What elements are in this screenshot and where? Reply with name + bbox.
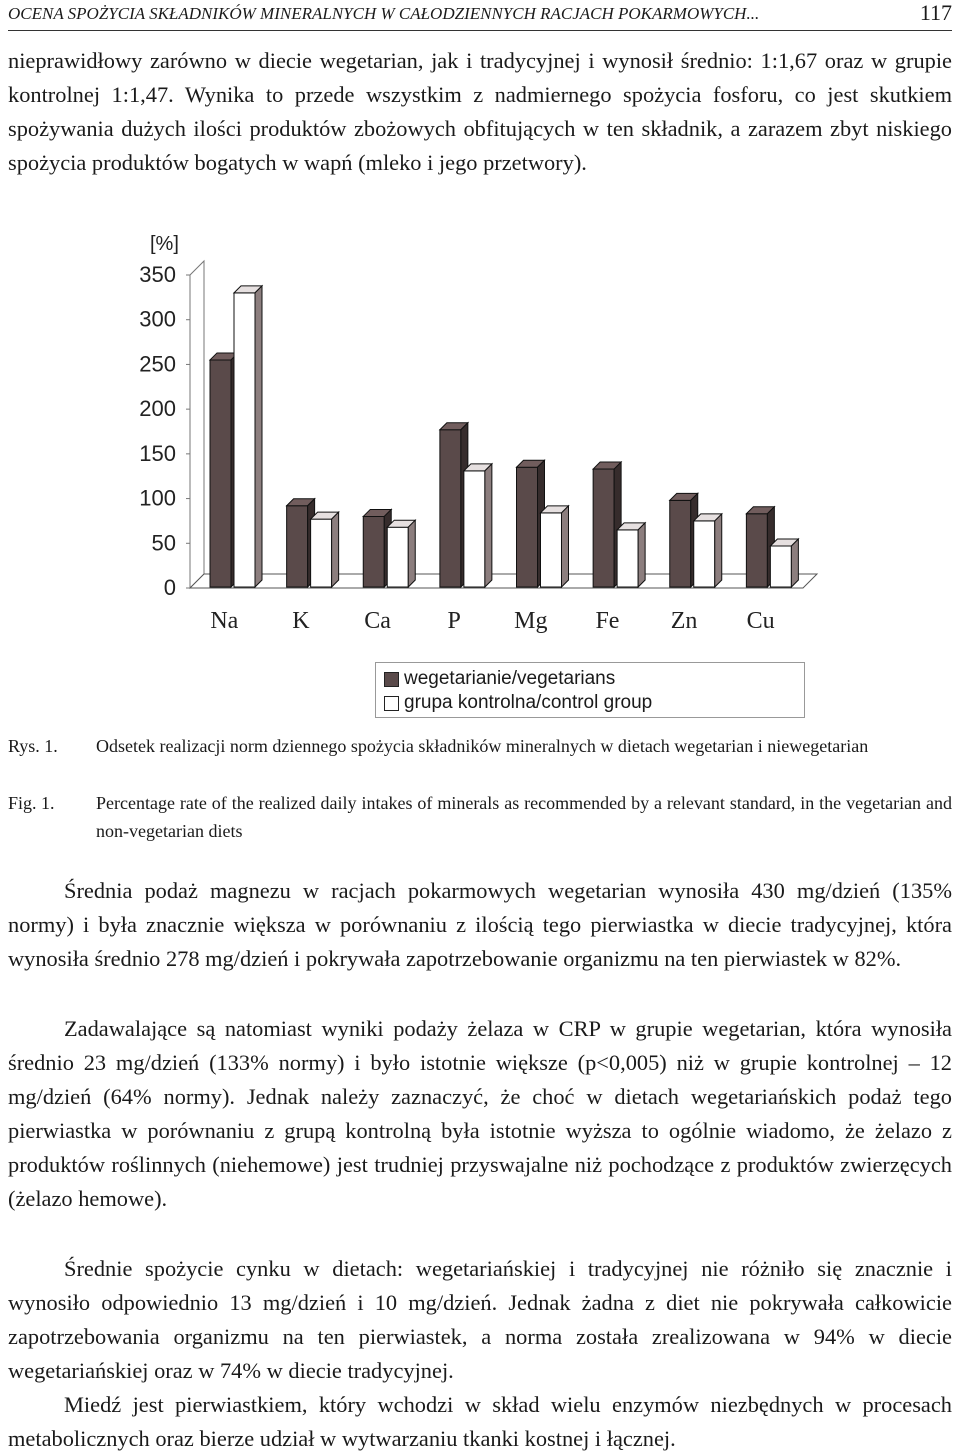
y-tick-label: 300 bbox=[139, 306, 176, 332]
legend-label-vegetarians: wegetarianie/vegetarians bbox=[404, 668, 616, 689]
x-category-label: Na bbox=[210, 608, 239, 634]
x-category-label: K bbox=[292, 608, 310, 634]
y-axis-ticks bbox=[139, 262, 190, 600]
x-category-label: Cu bbox=[746, 608, 775, 634]
x-axis-categories bbox=[210, 608, 774, 634]
bar-front bbox=[541, 513, 562, 587]
chart-floor bbox=[190, 574, 817, 588]
page-number: 117 bbox=[919, 0, 952, 25]
y-tick-label: 0 bbox=[163, 575, 176, 600]
figure-caption-polish bbox=[8, 732, 952, 788]
y-axis-unit-label: [%] bbox=[150, 233, 179, 255]
bar-p-series-1 bbox=[464, 464, 492, 587]
paragraph-intro: nieprawidłowy zarówno w diecie wegetarian, jak i tradycyjnej i wynosił średnio: 1:1,67 oraz w grupie kontrolnej 1:1,47. Wynika to przede wszystkim z nadmiernego spożycia fosforu, co jest skutkiem spożywania dużych ilości produktów zbożowych obfitujących w ten składnik, a zarazem zbyt niskiego spożycia produktów bogatych w wapń (mleko i jego przetwory). bbox=[8, 48, 952, 175]
bar-mg-series-1 bbox=[541, 506, 569, 587]
x-category-label: Mg bbox=[514, 608, 548, 634]
y-tick-label: 150 bbox=[139, 440, 176, 466]
figure-caption-english bbox=[8, 789, 952, 845]
legend-swatch-vegetarians bbox=[384, 672, 399, 687]
bar-front bbox=[746, 514, 767, 587]
y-tick-label: 250 bbox=[139, 351, 176, 377]
legend-item-vegetarians bbox=[384, 667, 615, 691]
y-tick-label: 100 bbox=[139, 485, 176, 511]
legend-swatch-control-group bbox=[384, 696, 399, 711]
chart-left-wall bbox=[190, 261, 204, 588]
bar-front bbox=[617, 530, 638, 587]
figure-label-polish: Rys. 1. bbox=[8, 736, 58, 756]
running-header-title: OCENA SPOŻYCIA SKŁADNIKÓW MINERALNYCH W CAŁODZIENNYCH RACJACH POKARMOWYCH... bbox=[8, 4, 760, 23]
y-tick-label: 200 bbox=[139, 396, 176, 422]
bar-na-series-1 bbox=[234, 286, 262, 587]
figure-caption-text-english: Percentage rate of the realized daily intakes of minerals as recommended by a relevant standard, in the vegetarian and non-vegetarian diets bbox=[96, 793, 952, 841]
bar-side bbox=[332, 512, 339, 587]
bar-front bbox=[363, 516, 384, 587]
legend-label-control-group: grupa kontrolna/control group bbox=[404, 692, 653, 713]
bar-side bbox=[715, 514, 722, 587]
bar-side bbox=[791, 539, 798, 587]
bar-fe-series-1 bbox=[617, 523, 645, 587]
bar-front bbox=[593, 469, 614, 587]
bar-side bbox=[638, 523, 645, 587]
chart-frame bbox=[190, 261, 817, 588]
bar-front bbox=[770, 546, 791, 587]
bar-front bbox=[670, 500, 691, 587]
x-category-label: P bbox=[447, 608, 461, 634]
chart-bars bbox=[210, 286, 798, 587]
bar-side bbox=[562, 506, 569, 587]
bar-front bbox=[311, 519, 332, 587]
x-category-label: Zn bbox=[670, 608, 698, 634]
paragraph-copper: Miedź jest pierwiastkiem, który wchodzi w skład wielu enzymów niezbędnych w procesach metabolicznych oraz bierze udział w wytwarzaniu tkanki kostnej i łącznej. bbox=[8, 1392, 952, 1451]
paragraph-zinc: Średnie spożycie cynku w dietach: wegetariańskiej i tradycyjnej nie różniło się znacznie i wynosiło odpowiednio 13 mg/dzień i 10 mg/dzień. Jednak żadna z diet nie pokrywała całkowicie zapotrzebowania organizmu na ten pierwiastek, a norma została zrealizowana w 94% w diecie wegetariańskiej oraz w 74% w diecie tradycyjnej. bbox=[8, 1256, 952, 1383]
bar-ca-series-1 bbox=[387, 520, 415, 587]
y-tick-label: 350 bbox=[139, 262, 176, 287]
running-header bbox=[8, 0, 952, 31]
bar-side bbox=[408, 520, 415, 587]
x-category-label: Fe bbox=[595, 608, 620, 634]
x-category-label: Ca bbox=[364, 608, 391, 634]
bar-k-series-1 bbox=[311, 512, 339, 587]
bar-side bbox=[255, 286, 262, 587]
chart-legend bbox=[375, 662, 805, 718]
bar-front bbox=[517, 467, 538, 587]
y-tick-label: 50 bbox=[151, 530, 176, 556]
bar-front bbox=[464, 471, 485, 587]
bar-front bbox=[287, 506, 308, 587]
bar-zn-series-1 bbox=[694, 514, 722, 587]
bar-front bbox=[440, 430, 461, 587]
bar-side bbox=[485, 464, 492, 587]
paragraph-iron: Zadawalające są natomiast wyniki podaży żelaza w CRP w grupie wegetarian, która wynosiła średnio 23 mg/dzień (133% normy) i było istotnie większe (p<0,005) niż w grupie kontrolnej – 12 mg/dzień (64% normy). Jednak należy zaznaczyć, że choć w dietach wegetariańskich podaż tego pierwiastka w porównaniu z grupą kontrolną była istotnie wyższa to ogólnie wiadomo, że żelazo z produktów roślinnych (niehemowe) jest trudniej przyswajalne niż pochodzące z produktów zwierzęcych (żelazo hemowe). bbox=[8, 1016, 952, 1211]
legend-item-control-group bbox=[384, 691, 652, 715]
figure-caption-text-polish: Odsetek realizacji norm dziennego spożycia składników mineralnych w dietach wegetarian i niewegetarian bbox=[96, 736, 869, 756]
bar-front bbox=[387, 527, 408, 587]
bar-front bbox=[234, 293, 255, 587]
bar-front bbox=[694, 521, 715, 587]
bar-cu-series-1 bbox=[770, 539, 798, 587]
figure-label-english: Fig. 1. bbox=[8, 793, 55, 813]
bar-front bbox=[210, 360, 231, 587]
paragraph-magnesium: Średnia podaż magnezu w racjach pokarmowych wegetarian wynosiła 430 mg/dzień (135% normy) i była znacznie większa w porównaniu z ilością tego pierwiastka w diecie tradycyjnej, która wynosiła średnio 278 mg/dzień i pokrywała zapotrzebowanie organizmu na ten pierwiastek w 82%. bbox=[8, 878, 952, 971]
